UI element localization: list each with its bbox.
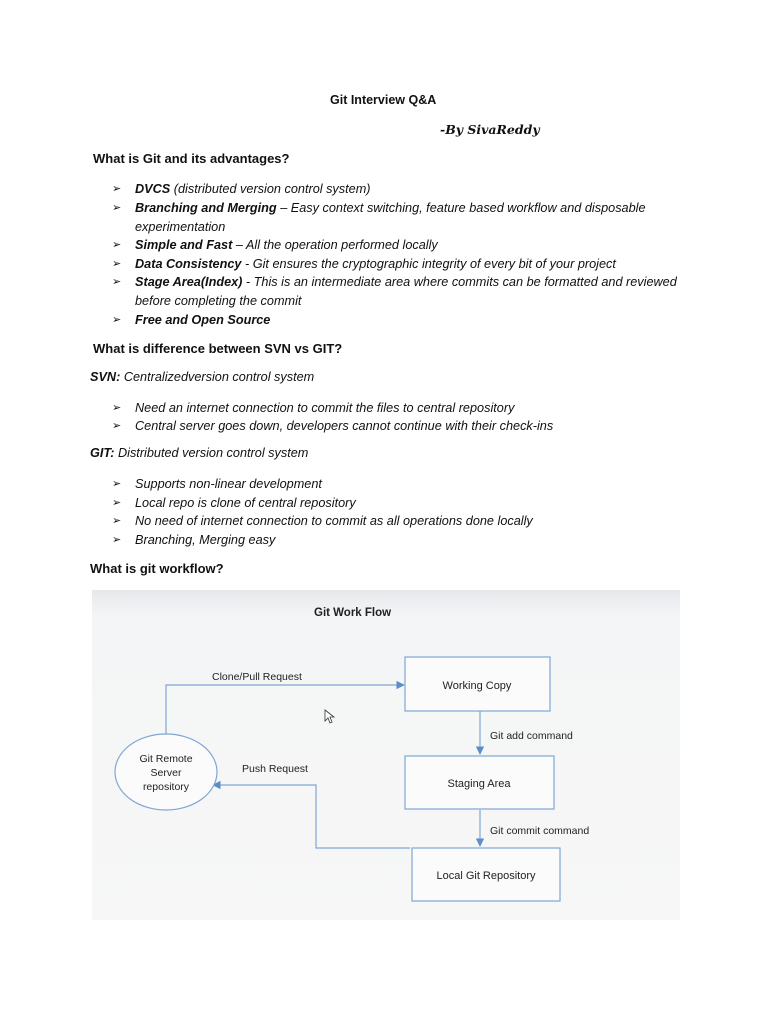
list-item [112,199,675,236]
list-item [112,417,695,436]
list-item [112,255,695,274]
item-text: (distributed version control system) [170,182,371,196]
bullet-arrow-icon: ➢ [112,239,122,251]
clone-pull-label: Clone/Pull Request [212,671,302,683]
item-term: Free and Open Source [135,313,271,327]
bullet-arrow-icon: ➢ [112,202,122,214]
push-label: Push Request [242,763,308,775]
list-item [112,512,695,531]
item-term: Branching and Merging [135,201,277,215]
add-command-label: Git add command [490,730,573,742]
git-label: GIT: [90,446,115,460]
item-text: Branching, Merging easy [135,533,276,547]
item-term: Data Consistency [135,257,242,271]
svn-label: SVN: [90,370,121,384]
bullet-arrow-icon: ➢ [112,534,122,546]
question-git-workflow: What is git workflow? [90,561,224,576]
bullet-arrow-icon: ➢ [112,276,122,288]
list-item [112,531,695,550]
working-copy-label: Working Copy [442,680,512,692]
list-item [112,180,695,199]
git-desc: Distributed version control system [114,446,309,460]
item-text: Local repo is clone of central repository [135,496,356,510]
commit-command-label: Git commit command [490,825,590,837]
item-text: - Git ensures the cryptographic integrity of every bit of your project [241,257,616,271]
list-item [112,311,695,330]
list-item [112,273,680,310]
list-item [112,236,695,255]
bullet-arrow-icon: ➢ [112,420,122,432]
list-item [112,494,695,513]
item-text: – Easy context switching, feature based workflow and disposable experimentation [135,201,646,234]
list-item [112,399,695,418]
remote-label-line: Server [150,767,182,779]
svn-desc: Centralizedversion control system [120,370,315,384]
author-byline: -By SivaReddy [440,122,540,137]
diagram-title: Git Work Flow [314,607,392,619]
item-text: No need of internet connection to commit as all operations done locally [135,514,533,528]
item-text: Need an internet connection to commit the files to central repository [135,401,515,415]
staging-area-label: Staging Area [447,778,511,790]
git-definition [90,446,308,460]
bullet-arrow-icon: ➢ [112,478,122,490]
git-workflow-diagram [92,590,680,920]
item-text: - This is an intermediate area where commits can be formatted and reviewed before completing the commit [135,275,677,308]
bullet-arrow-icon: ➢ [112,497,122,509]
item-term: Stage Area(Index) [135,275,243,289]
item-text: Supports non-linear development [135,477,322,491]
bullet-arrow-icon: ➢ [112,314,122,326]
item-term: DVCS [135,182,171,196]
local-repository-label: Local Git Repository [436,870,536,882]
question-svn-vs-git: What is difference between SVN vs GIT? [93,341,343,356]
remote-label-line: Git Remote [139,753,193,765]
item-text: – All the operation performed locally [232,238,438,252]
bullet-arrow-icon: ➢ [112,515,122,527]
question-git-advantages: What is Git and its advantages? [93,151,290,166]
bullet-arrow-icon: ➢ [112,183,122,195]
remote-label-line: repository [142,781,190,793]
bullet-arrow-icon: ➢ [112,402,122,414]
list-item [112,475,695,494]
document-title: Git Interview Q&A [330,93,437,107]
item-text: Central server goes down, developers cannot continue with their check-ins [135,419,554,433]
item-term: Simple and Fast [135,238,233,252]
bullet-arrow-icon: ➢ [112,258,122,270]
svn-definition [90,370,314,384]
